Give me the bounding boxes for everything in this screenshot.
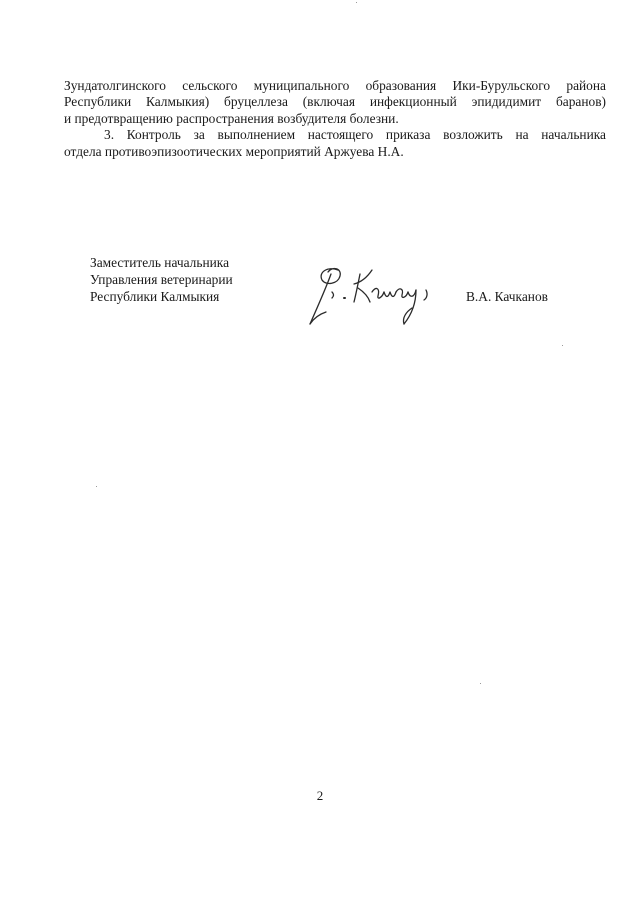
body-line: Зундатолгинского сельского муниципального образования Ики-Бурульского района [64, 78, 606, 93]
handwritten-signature-icon [298, 262, 448, 338]
signatory-title-line: Управления ветеринарии [90, 272, 233, 287]
signatory-title-line: Республики Калмыкия [90, 289, 220, 304]
scan-speck [480, 683, 481, 684]
signatory-title [90, 254, 290, 305]
signatory-title-line: Заместитель начальника [90, 255, 230, 270]
paragraph-continuation [64, 78, 606, 127]
scan-speck [562, 345, 563, 346]
body-line: и предотвращению распространения возбудителя болезни. [64, 110, 399, 126]
page-number: 2 [316, 788, 324, 803]
body-line: 3. Контроль за выполнением настоящего приказа возложить на начальника [104, 127, 606, 143]
scan-speck [356, 2, 357, 3]
scan-speck [96, 486, 97, 487]
paragraph-control-clause [64, 127, 606, 160]
body-line: Республики Калмыкия) бруцеллеза (включая инфекционный эпидидимит баранов) [64, 94, 606, 110]
body-text [64, 78, 606, 160]
signatory-name: В.А. Качканов [466, 289, 548, 304]
body-line: отдела противоэпизоотических мероприятий Аржуева Н.А. [64, 143, 404, 159]
